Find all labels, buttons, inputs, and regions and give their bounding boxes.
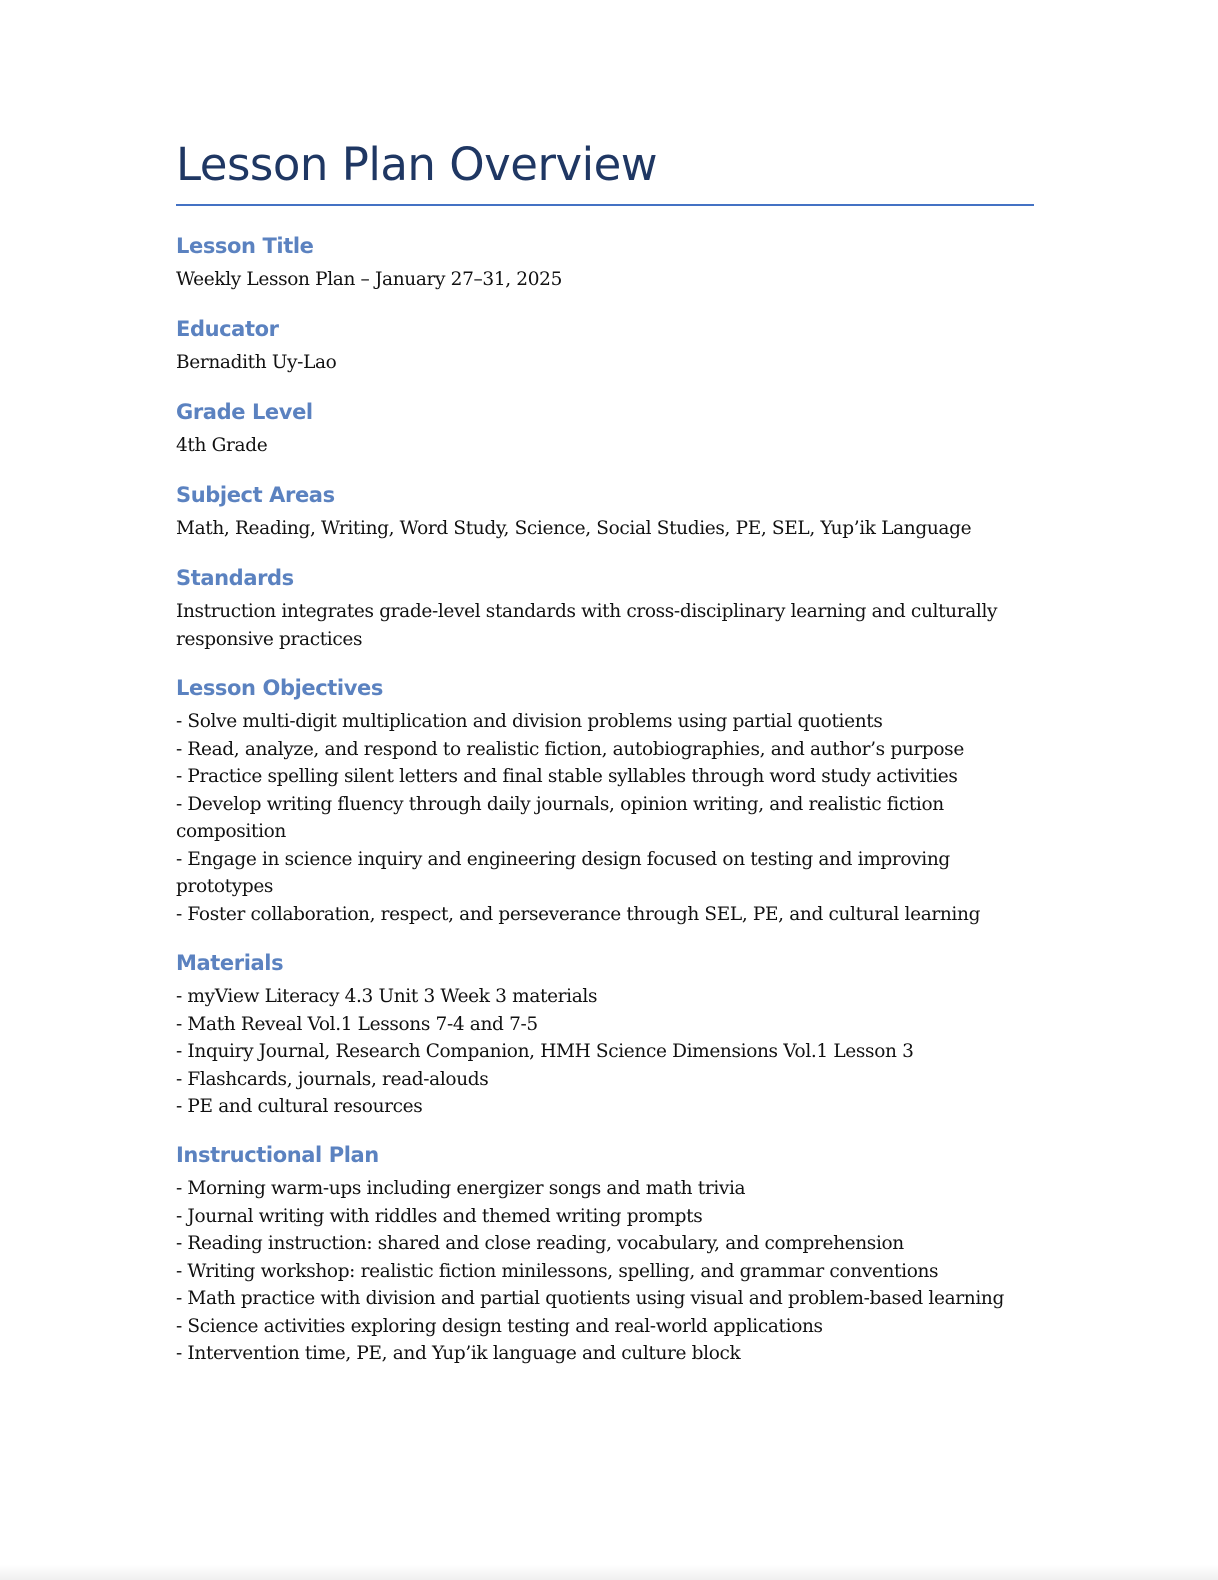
section-subject-areas bbox=[176, 481, 1036, 543]
grade-level-value: 4th Grade bbox=[176, 435, 268, 456]
section-heading: Lesson Objectives bbox=[176, 676, 383, 700]
section-grade-level bbox=[176, 398, 1036, 460]
title-divider bbox=[176, 204, 1034, 206]
instructional-plan-list bbox=[176, 1175, 1036, 1368]
list-item: - Math Reveal Vol.1 Lessons 7-4 and 7-5 bbox=[176, 1013, 538, 1035]
list-item-continuation: prototypes bbox=[176, 876, 274, 897]
list-item: - Flashcards, journals, read-alouds bbox=[176, 1068, 489, 1090]
objectives-list bbox=[176, 708, 1036, 928]
section-educator bbox=[176, 315, 1036, 377]
list-item-continuation: composition bbox=[176, 821, 286, 842]
section-heading: Lesson Title bbox=[176, 234, 314, 258]
section-heading: Materials bbox=[176, 951, 284, 975]
materials-list bbox=[176, 983, 1036, 1121]
section-materials bbox=[176, 949, 1036, 1121]
section-lesson-objectives bbox=[176, 674, 1036, 928]
standards-text bbox=[176, 598, 1036, 653]
text-line: Instruction integrates grade-level standards with cross-disciplinary learning and culturally bbox=[176, 601, 998, 622]
page-bottom-edge bbox=[0, 1565, 1218, 1580]
list-item: - Foster collaboration, respect, and perseverance through SEL, PE, and cultural learning bbox=[176, 903, 981, 925]
section-heading: Subject Areas bbox=[176, 483, 335, 507]
document-title: Lesson Plan Overview bbox=[176, 138, 658, 191]
list-item: - PE and cultural resources bbox=[176, 1096, 423, 1117]
section-standards bbox=[176, 564, 1036, 653]
list-item: - Science activities exploring design testing and real-world applications bbox=[176, 1315, 823, 1337]
educator-name: Bernadith Uy-Lao bbox=[176, 352, 337, 373]
list-item: - Practice spelling silent letters and final stable syllables through word study activities bbox=[176, 766, 958, 787]
list-item: - Morning warm-ups including energizer songs and math trivia bbox=[176, 1178, 746, 1199]
list-item: - Engage in science inquiry and engineering design focused on testing and improving bbox=[176, 848, 950, 870]
section-heading: Instructional Plan bbox=[176, 1143, 379, 1167]
section-heading: Educator bbox=[176, 317, 279, 341]
list-item: - Math practice with division and partial quotients using visual and problem-based learning bbox=[176, 1288, 1004, 1309]
list-item: - Inquiry Journal, Research Companion, HMH Science Dimensions Vol.1 Lesson 3 bbox=[176, 1041, 914, 1062]
text-line: responsive practices bbox=[176, 628, 363, 650]
list-item: - Intervention time, PE, and Yup’ik language and culture block bbox=[176, 1343, 741, 1364]
list-item: - Reading instruction: shared and close reading, vocabulary, and comprehension bbox=[176, 1233, 904, 1254]
section-heading: Standards bbox=[176, 566, 294, 590]
section-instructional-plan bbox=[176, 1141, 1036, 1368]
section-heading: Grade Level bbox=[176, 400, 313, 424]
subject-areas-value: Math, Reading, Writing, Word Study, Science, Social Studies, PE, SEL, Yup’ik Language bbox=[176, 518, 972, 539]
list-item: - Solve multi-digit multiplication and division problems using partial quotients bbox=[176, 711, 883, 732]
list-item: - Journal writing with riddles and themed writing prompts bbox=[176, 1205, 703, 1227]
section-lesson-title bbox=[176, 232, 1036, 294]
list-item: - myView Literacy 4.3 Unit 3 Week 3 materials bbox=[176, 986, 598, 1007]
lesson-title-value: Weekly Lesson Plan – January 27–31, 2025 bbox=[176, 269, 562, 290]
list-item: - Develop writing fluency through daily journals, opinion writing, and realistic fiction bbox=[176, 793, 944, 815]
list-item: - Writing workshop: realistic fiction minilessons, spelling, and grammar conventions bbox=[176, 1260, 939, 1282]
list-item: - Read, analyze, and respond to realistic fiction, autobiographies, and author’s purpose bbox=[176, 738, 964, 760]
